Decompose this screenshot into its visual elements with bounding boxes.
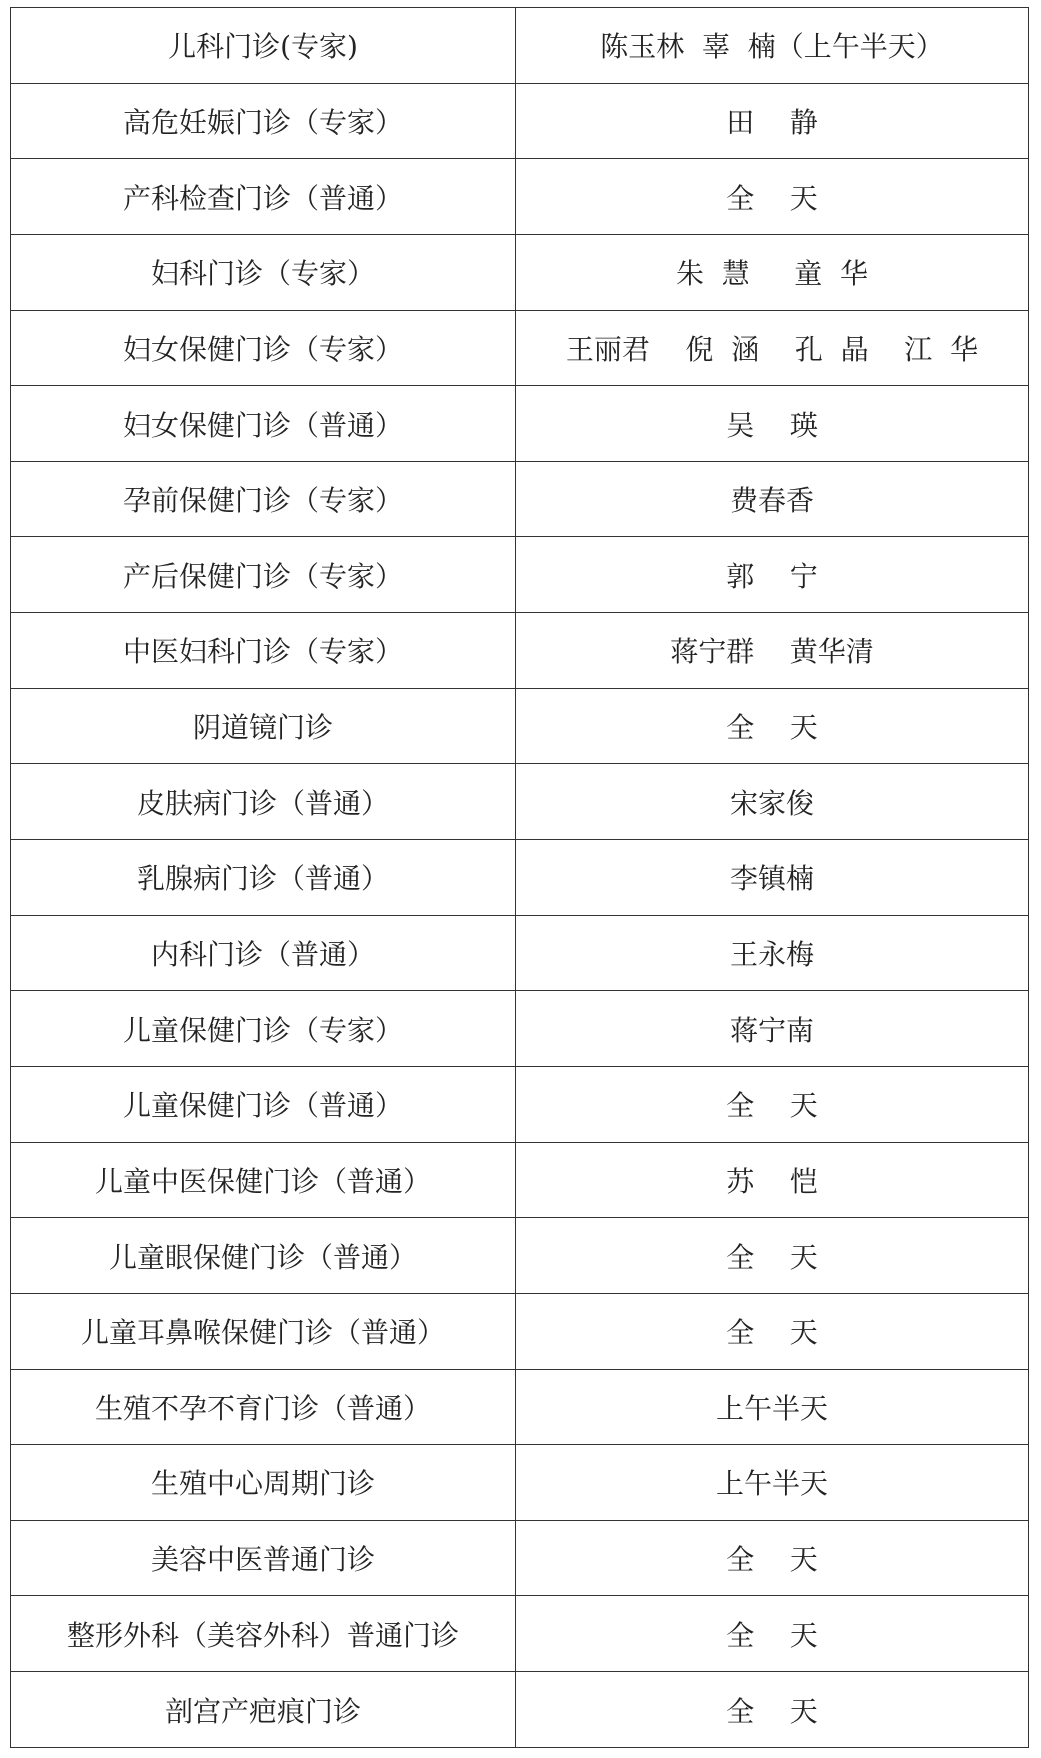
table-row bbox=[11, 1218, 1029, 1294]
clinic-detail-cell: 吴 瑛 bbox=[516, 386, 1029, 462]
clinic-name-cell: 妇女保健门诊（专家） bbox=[11, 310, 516, 386]
clinic-detail-cell: 全 天 bbox=[516, 1672, 1029, 1748]
clinic-detail-cell: 蒋宁群 黄华清 bbox=[516, 613, 1029, 689]
clinic-name-cell: 儿童保健门诊（专家） bbox=[11, 991, 516, 1067]
table-row bbox=[11, 764, 1029, 840]
clinic-name-cell: 生殖不孕不育门诊（普通） bbox=[11, 1369, 516, 1445]
clinic-name-cell: 儿童眼保健门诊（普通） bbox=[11, 1218, 516, 1294]
clinic-detail-cell: 上午半天 bbox=[516, 1369, 1029, 1445]
table-row bbox=[11, 1445, 1029, 1521]
clinic-name-cell: 孕前保健门诊（专家） bbox=[11, 461, 516, 537]
clinic-name-cell: 皮肤病门诊（普通） bbox=[11, 764, 516, 840]
clinic-name-cell: 产科检查门诊（普通） bbox=[11, 159, 516, 235]
table-row bbox=[11, 1520, 1029, 1596]
table-row bbox=[11, 991, 1029, 1067]
clinic-name-cell: 儿科门诊(专家) bbox=[11, 8, 516, 84]
schedule-table-body bbox=[11, 8, 1029, 1748]
table-row bbox=[11, 159, 1029, 235]
table-row bbox=[11, 8, 1029, 84]
table-row bbox=[11, 915, 1029, 991]
clinic-name-cell: 儿童耳鼻喉保健门诊（普通） bbox=[11, 1293, 516, 1369]
table-row bbox=[11, 1596, 1029, 1672]
table-row bbox=[11, 537, 1029, 613]
table-row bbox=[11, 234, 1029, 310]
table-row bbox=[11, 461, 1029, 537]
clinic-name-cell: 儿童保健门诊（普通） bbox=[11, 1066, 516, 1142]
table-row bbox=[11, 1293, 1029, 1369]
clinic-detail-cell: 朱 慧 童 华 bbox=[516, 234, 1029, 310]
clinic-detail-cell: 全 天 bbox=[516, 159, 1029, 235]
clinic-detail-cell: 宋家俊 bbox=[516, 764, 1029, 840]
clinic-name-cell: 产后保健门诊（专家） bbox=[11, 537, 516, 613]
table-row bbox=[11, 688, 1029, 764]
clinic-detail-cell: 上午半天 bbox=[516, 1445, 1029, 1521]
clinic-detail-cell: 全 天 bbox=[516, 1066, 1029, 1142]
clinic-name-cell: 剖宫产疤痕门诊 bbox=[11, 1672, 516, 1748]
clinic-name-cell: 阴道镜门诊 bbox=[11, 688, 516, 764]
table-row bbox=[11, 1142, 1029, 1218]
clinic-detail-cell: 全 天 bbox=[516, 1520, 1029, 1596]
table-row bbox=[11, 83, 1029, 159]
clinic-detail-cell: 苏 恺 bbox=[516, 1142, 1029, 1218]
table-row bbox=[11, 613, 1029, 689]
clinic-detail-cell: 蒋宁南 bbox=[516, 991, 1029, 1067]
clinic-detail-cell: 全 天 bbox=[516, 1596, 1029, 1672]
clinic-name-cell: 儿童中医保健门诊（普通） bbox=[11, 1142, 516, 1218]
clinic-detail-cell: 郭 宁 bbox=[516, 537, 1029, 613]
clinic-name-cell: 生殖中心周期门诊 bbox=[11, 1445, 516, 1521]
clinic-name-cell: 乳腺病门诊（普通） bbox=[11, 840, 516, 916]
clinic-schedule-table bbox=[10, 7, 1029, 1748]
table-row bbox=[11, 840, 1029, 916]
clinic-detail-cell: 陈玉林 辜 楠（上午半天） bbox=[516, 8, 1029, 84]
clinic-name-cell: 妇女保健门诊（普通） bbox=[11, 386, 516, 462]
clinic-detail-cell: 田 静 bbox=[516, 83, 1029, 159]
clinic-name-cell: 高危妊娠门诊（专家） bbox=[11, 83, 516, 159]
table-row bbox=[11, 1369, 1029, 1445]
table-row bbox=[11, 310, 1029, 386]
table-row bbox=[11, 1672, 1029, 1748]
clinic-name-cell: 妇科门诊（专家） bbox=[11, 234, 516, 310]
clinic-name-cell: 整形外科（美容外科）普通门诊 bbox=[11, 1596, 516, 1672]
clinic-detail-cell: 王永梅 bbox=[516, 915, 1029, 991]
clinic-detail-cell: 王丽君 倪 涵 孔 晶 江 华 bbox=[516, 310, 1029, 386]
clinic-detail-cell: 费春香 bbox=[516, 461, 1029, 537]
clinic-detail-cell: 全 天 bbox=[516, 1218, 1029, 1294]
table-row bbox=[11, 1066, 1029, 1142]
clinic-name-cell: 中医妇科门诊（专家） bbox=[11, 613, 516, 689]
table-row bbox=[11, 386, 1029, 462]
clinic-name-cell: 美容中医普通门诊 bbox=[11, 1520, 516, 1596]
clinic-detail-cell: 全 天 bbox=[516, 688, 1029, 764]
clinic-detail-cell: 全 天 bbox=[516, 1293, 1029, 1369]
clinic-detail-cell: 李镇楠 bbox=[516, 840, 1029, 916]
clinic-name-cell: 内科门诊（普通） bbox=[11, 915, 516, 991]
